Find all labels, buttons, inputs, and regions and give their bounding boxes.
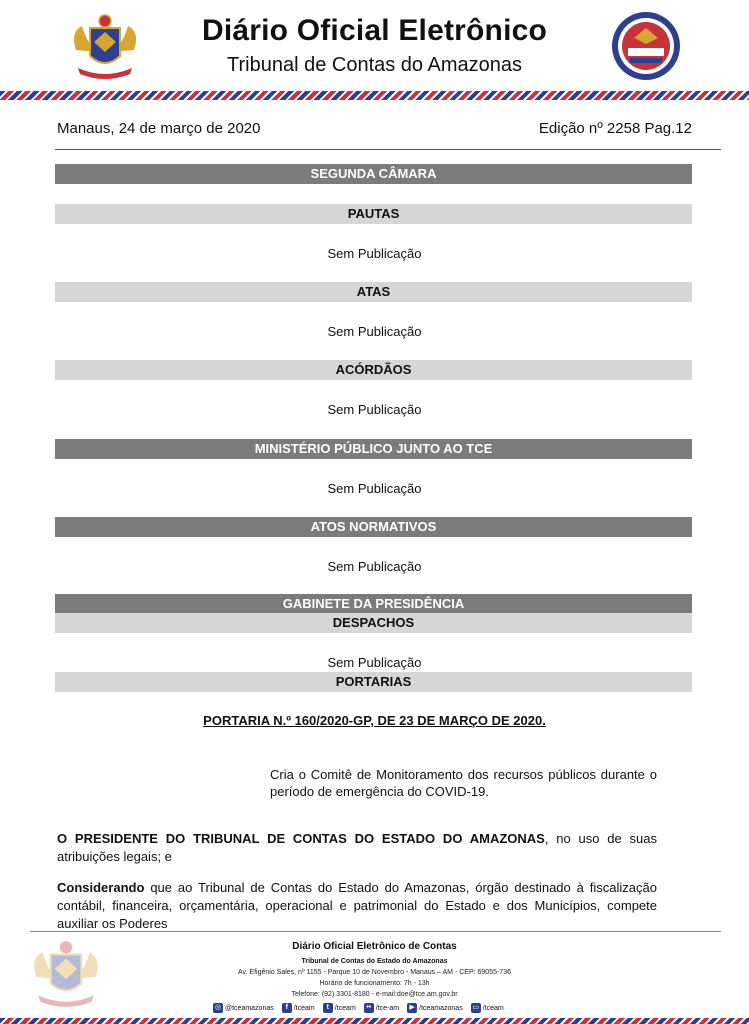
section-atos-normativos: ATOS NORMATIVOS	[55, 517, 692, 537]
footer-divider	[30, 931, 721, 932]
considerando-heading: Considerando	[57, 880, 145, 895]
president-heading: O PRESIDENTE DO TRIBUNAL DE CONTAS DO ESTADO DO AMAZONAS	[57, 831, 545, 846]
footer-address: Av. Efigênio Sales, nº 1155 - Parque 10 de Novembro - Manaus – AM - CEP: 69055-736	[238, 969, 511, 976]
paragraph-considerando	[57, 879, 657, 933]
social-youtube[interactable]: ▶ /tceamazonas	[407, 1003, 463, 1013]
footer-hours: Horário de funcionamento: 7h - 13h	[319, 980, 430, 987]
youtube-icon: ▶	[407, 1003, 417, 1013]
pautas-empty-text: Sem Publicação	[327, 246, 422, 261]
section-segunda-camara: SEGUNDA CÂMARA	[55, 164, 692, 184]
acordaos-empty-text: Sem Publicação	[327, 402, 422, 417]
document-subtitle: Tribunal de Contas do Amazonas	[227, 54, 522, 76]
flickr-icon: ••	[364, 1003, 374, 1013]
edition-number: Edição nº 2258 Pag.12	[538, 120, 692, 137]
section-ministerio-publico: MINISTÉRIO PÚBLICO JUNTO AO TCE	[55, 439, 692, 459]
tv-icon: ▭	[472, 1004, 480, 1011]
footer-stripe	[0, 1018, 749, 1024]
section-gabinete-presidencia: GABINETE DA PRESIDÊNCIA	[55, 594, 692, 614]
despachos-empty-text: Sem Publicação	[327, 655, 422, 670]
portaria-title: PORTARIA N.º 160/2020-GP, DE 23 DE MARÇO DE 2020.	[203, 713, 546, 728]
footer-title: Diário Oficial Eletrônico de Contas	[292, 941, 457, 952]
atas-empty-text: Sem Publicação	[327, 324, 422, 339]
twitter-icon: t	[323, 1003, 333, 1013]
social-twitter[interactable]: t /tceam	[323, 1003, 356, 1013]
social-tv[interactable]: ▭ /tceam	[472, 1004, 504, 1012]
footer-social-links	[213, 1003, 504, 1013]
considerando-text: que ao Tribunal de Contas do Estado do Amazonas, órgão destinado à fiscalização contábil, financeira, orçamentária, operacional e patrimonial do Estado e dos Municípios, compete auxiliar os Poderes	[57, 880, 657, 931]
header-stripe	[0, 91, 749, 100]
social-flickr[interactable]: •• /tce-am	[364, 1003, 399, 1013]
social-instagram[interactable]: ◎ @tceamazonas	[214, 1004, 274, 1012]
section-acordaos: ACÓRDÃOS	[55, 360, 692, 380]
section-pautas: PAUTAS	[55, 204, 692, 224]
president-text: , no uso de suas atribuições legais; e	[57, 831, 657, 864]
section-portarias: PORTARIAS	[55, 672, 692, 692]
footer-contact: Telefone: (92) 3301-8180 - e-mail:doe@tce.am.gov.br	[291, 991, 458, 998]
ministerio-empty-text: Sem Publicação	[327, 481, 422, 496]
paragraph-president	[57, 830, 657, 866]
section-atas: ATAS	[55, 282, 692, 302]
document-title: Diário Oficial Eletrônico	[201, 14, 548, 47]
instagram-icon: ◎	[214, 1004, 222, 1011]
social-facebook[interactable]: f /tceam	[282, 1003, 315, 1013]
section-despachos: DESPACHOS	[55, 613, 692, 633]
facebook-icon: f	[282, 1003, 292, 1013]
atos-normativos-empty-text: Sem Publicação	[327, 559, 422, 574]
footer-subtitle: Tribunal de Contas do Estado do Amazonas	[301, 958, 448, 965]
publication-date: Manaus, 24 de março de 2020	[57, 120, 261, 137]
portaria-ementa: Cria o Comitê de Monitoramento dos recursos públicos durante o período de emergência do COVID-19.	[270, 767, 657, 799]
header-divider	[55, 149, 721, 150]
